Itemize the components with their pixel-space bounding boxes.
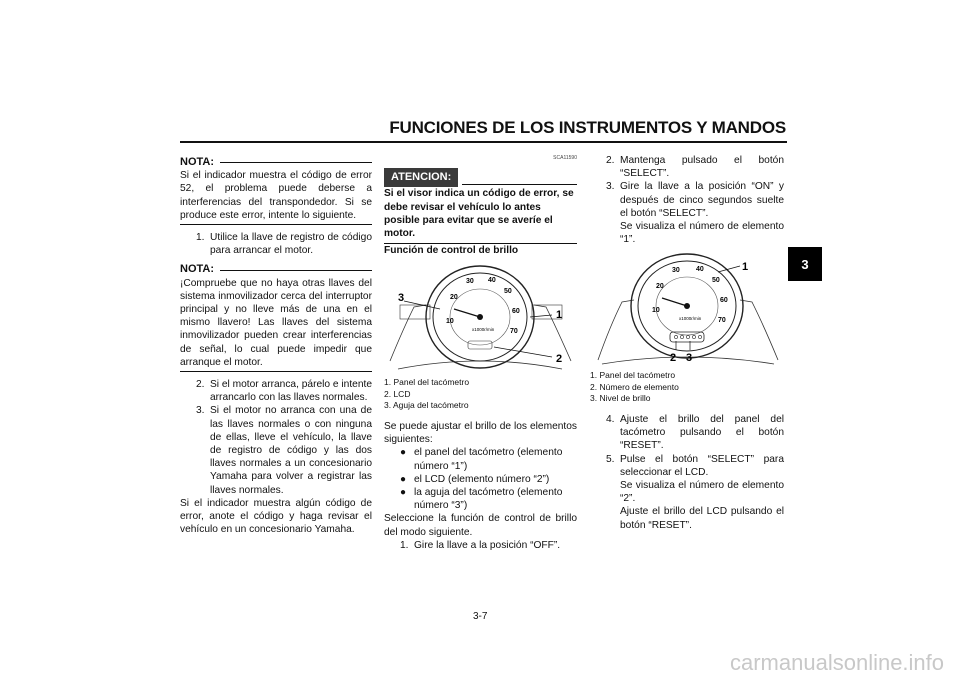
gauge-tick: 10 <box>652 307 660 315</box>
page-title: FUNCIONES DE LOS INSTRUMENTOS Y MANDOS <box>389 118 786 137</box>
caption-item: 1. Panel del tacómetro <box>590 370 676 381</box>
nota-label: NOTA: <box>180 263 215 276</box>
nota-label: NOTA: <box>180 156 215 168</box>
column-2 <box>384 152 577 552</box>
list-item: 2. Mantenga pulsado el botón “SELECT”. <box>606 155 784 180</box>
atencion-badge: ATENCION: <box>384 168 458 187</box>
gauge-tick: 60 <box>720 297 728 305</box>
gauge-tick: 40 <box>696 266 704 274</box>
atencion-heading <box>384 168 577 187</box>
title-rule <box>180 141 787 143</box>
gauge-tick: 70 <box>510 328 518 336</box>
gauge-tick: 20 <box>656 283 664 291</box>
list-item: ● el panel del tacómetro (elemento número “1”) <box>400 447 563 472</box>
gauge-tick: 50 <box>504 288 512 296</box>
gauge-unit: x1000r/min <box>679 316 702 322</box>
figure-callout: 3 <box>686 352 693 365</box>
figure-callout: 1 <box>742 261 749 274</box>
list-item: 3. Gire la llave a la posición “ON” y después de cinco segundos suelte el botón “SELECT”. Se visualiza el número de elemento “1”. <box>606 181 784 246</box>
caption-item: 1. Panel del tacómetro <box>384 377 470 388</box>
mode-text: Seleccione la función de control de brillo del modo siguiente. <box>384 513 577 538</box>
list-item: ● el LCD (elemento número “2”) <box>400 473 550 485</box>
list-item: 3. Si el motor no arranca con una de las llaves normales o con ninguna de ellas, lleve el vehículo, la llave de registro de código y las dos llaves normales a un concesionario Yamaha para volver a registrar las llaves normales. <box>196 405 372 496</box>
section-code: SCA11590 <box>553 155 577 161</box>
caption-item: 3. Aguja del tacómetro <box>384 400 469 411</box>
figure-callout: 1 <box>556 309 563 322</box>
watermark: carmanualsonline.info <box>730 650 945 675</box>
figure-captions <box>384 377 577 412</box>
caption-item: 2. LCD <box>384 388 411 399</box>
list-item: 4. Ajuste el brillo del panel del tacómetro pulsando el botón “RESET”. <box>606 413 784 452</box>
chapter-tab: 3 <box>788 247 822 281</box>
subheading: Función de control de brillo <box>384 245 519 257</box>
gauge-tick: 50 <box>712 277 720 285</box>
list-item: ● la aguja del tacómetro (elemento número “3”) <box>400 486 563 512</box>
caption-item: 3. Nivel de brillo <box>590 393 651 404</box>
page-number: 3-7 <box>473 611 488 622</box>
gauge-tick: 30 <box>466 278 474 286</box>
tachometer-figure-1 <box>384 257 577 373</box>
gauge-tick: 30 <box>672 267 680 275</box>
tachometer-figure-2 <box>590 250 784 366</box>
gauge-unit: x1000r/min <box>472 327 495 333</box>
figure-captions <box>590 370 784 405</box>
list-item: 1. Utilice la llave de registro de código para arrancar el motor. <box>196 232 372 257</box>
gauge-tick: 10 <box>446 318 454 326</box>
list-item: 2. Si el motor arranca, párelo e intente arrancarlo con las llaves normales. <box>196 379 372 404</box>
column-3 <box>590 154 784 532</box>
figure-callout: 3 <box>398 292 405 305</box>
nota-2-text: ¡Compruebe que no haya otras llaves del sistema inmovilizador cerca del interruptor principal y no lleve más de una en el mismo llavero! Las llaves del sistema inmovilizador pueden crear interferencias de señal, lo cual puede impedir que arranque el motor. <box>180 277 372 368</box>
closing-text: Si el indicador muestra algún código de error, anote el código y haga revisar el vehículo en un concesionario Yamaha. <box>180 497 372 536</box>
gauge-tick: 40 <box>488 277 496 285</box>
gauge-tick: 60 <box>512 308 520 316</box>
gauge-tick: 70 <box>718 317 726 325</box>
nota-1-heading <box>180 156 372 169</box>
list-item: 5. Pulse el botón “SELECT” para seleccionar el LCD. Se visualiza el número de elemento “2”. Ajuste el brillo del LCD pulsando el botón “RESET”. <box>606 453 784 531</box>
column-1 <box>180 154 372 536</box>
intro-text: Se puede ajustar el brillo de los elementos siguientes: <box>384 420 577 446</box>
caption-item: 2. Número de elemento <box>590 381 679 392</box>
nota-1-text: Si el indicador muestra el código de error 52, el problema puede deberse a interferencias del transpondedor. Si se produce este error, intente lo siguiente. <box>180 170 372 221</box>
atencion-text: Si el visor indica un código de error, se debe revisar el vehículo lo antes posible para evitar que se averíe el motor. <box>384 187 577 244</box>
nota-2-heading <box>180 263 372 276</box>
figure-callout: 2 <box>670 352 677 365</box>
list-item: 1. Gire la llave a la posición “OFF”. <box>400 539 561 551</box>
figure-callout: 2 <box>556 353 563 366</box>
gauge-tick: 20 <box>450 294 458 302</box>
